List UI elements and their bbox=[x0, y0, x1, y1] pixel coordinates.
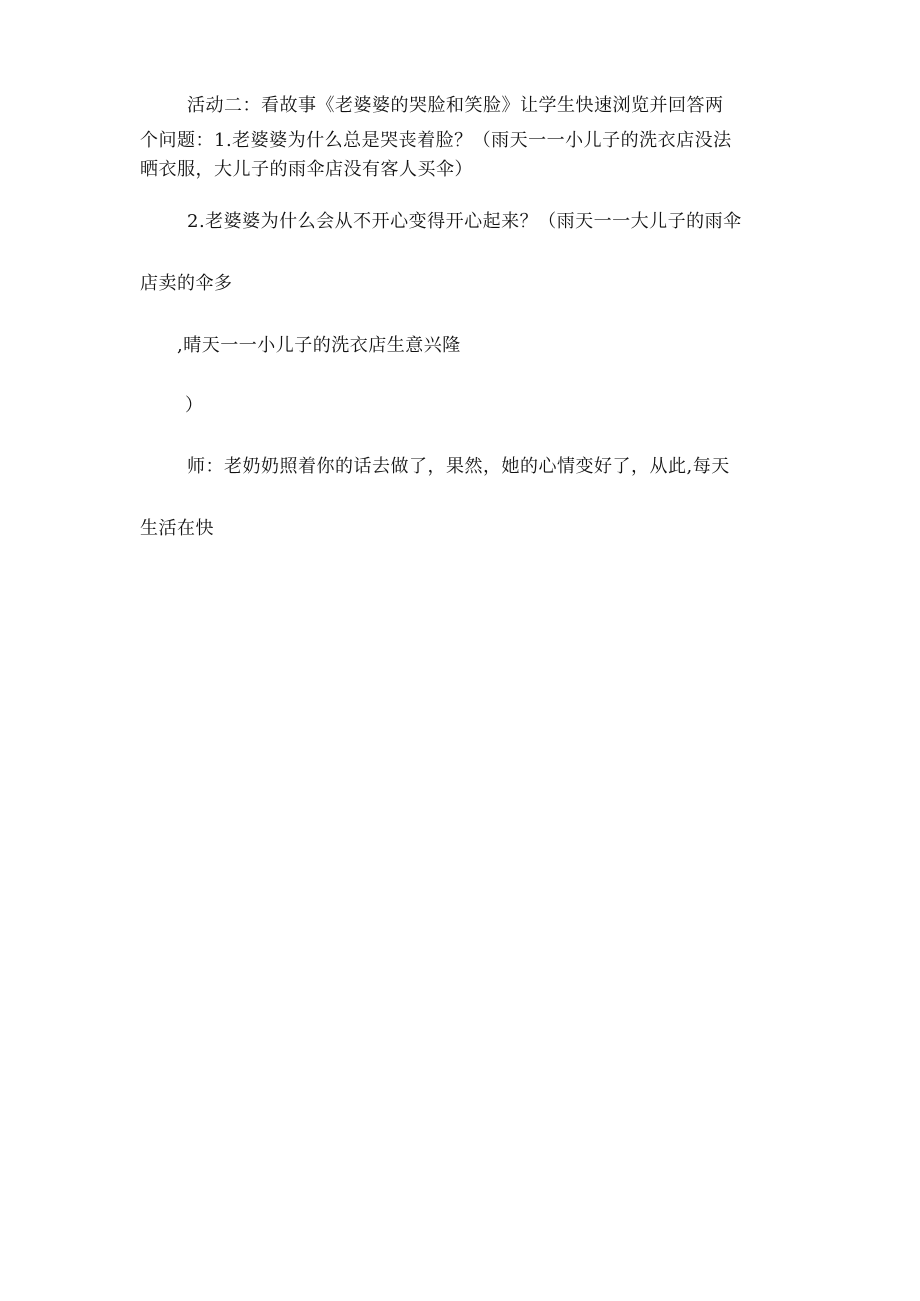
paragraph-5: ） bbox=[185, 395, 204, 416]
paragraph-2: 2.老婆婆为什么会从不开心变得开心起来？（雨天一一大儿子的雨伞 bbox=[187, 211, 742, 232]
paragraph-6: 师：老奶奶照着你的话去做了，果然，她的心情变好了，从此,每天 bbox=[187, 456, 730, 477]
paragraph-1-line-3: 晒衣服，大儿子的雨伞店没有客人买伞） bbox=[140, 159, 473, 180]
paragraph-1-line-2: 个问题：1.老婆婆为什么总是哭丧着脸？（雨天一一小儿子的洗衣店没法 bbox=[140, 130, 732, 151]
paragraph-7: 生活在快 bbox=[140, 518, 214, 539]
paragraph-1-line-1: 活动二：看故事《老婆婆的哭脸和笑脸》让学生快速浏览并回答两 bbox=[187, 95, 724, 116]
paragraph-3: 店卖的伞多 bbox=[140, 273, 233, 294]
paragraph-4: ,晴天一一小儿子的洗衣店生意兴隆 bbox=[177, 335, 461, 356]
